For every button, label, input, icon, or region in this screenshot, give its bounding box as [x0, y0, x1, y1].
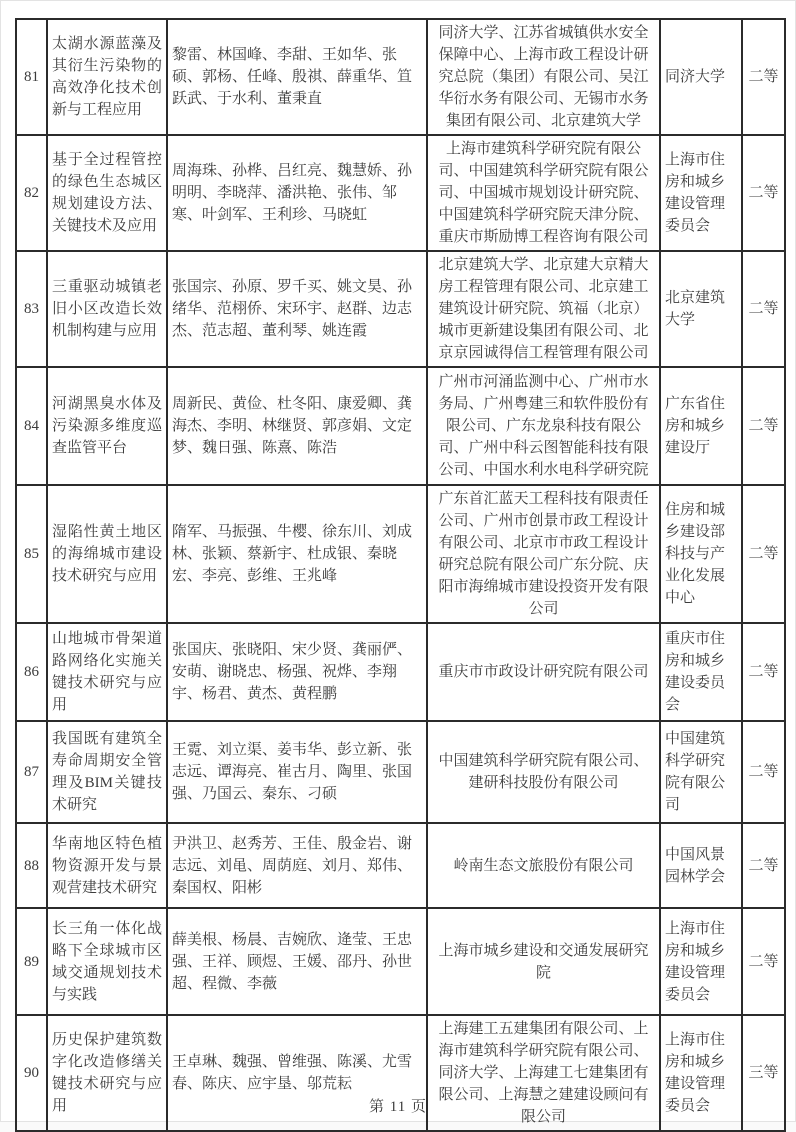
awards-table-body: [16, 19, 785, 1131]
nominator-cell: 上海市住房和城乡建设管理委员会: [660, 908, 742, 1015]
winners-cell: 周新民、黄俭、杜冬阳、康爱卿、龚海杰、李明、林继贤、郭彦娟、文定梦、魏日强、陈熹、陈浩: [167, 367, 427, 485]
winners-cell: 张国宗、孙原、罗千买、姚文昊、孙绪华、范栩侨、宋环宇、赵群、边志杰、范志超、董利琴、姚连霞: [167, 251, 427, 367]
table-row: [16, 367, 785, 485]
nominator-cell: 住房和城乡建设部科技与产业化发展中心: [660, 485, 742, 623]
award-grade-cell: 二等: [742, 19, 785, 135]
project-name-cell: 历史保护建筑数字化改造修缮关键技术研究与应用: [47, 1015, 167, 1131]
organizations-cell: 上海市建筑科学研究院有限公司、中国建筑科学研究院有限公司、中国城市规划设计研究院、中国建筑科学研究院天津分院、重庆市斯励博工程咨询有限公司: [427, 135, 660, 251]
rank-cell: 85: [16, 485, 47, 623]
table-row: [16, 908, 785, 1015]
organizations-cell: 上海建工五建集团有限公司、上海市建筑科学研究院有限公司、同济大学、上海建工七建集团有限公司、上海慧之建建设顾问有限公司: [427, 1015, 660, 1131]
table-row: [16, 721, 785, 823]
winners-cell: 王卓琳、魏强、曾维强、陈溪、尤雪春、陈庆、应宇垦、邬荒耘: [167, 1015, 427, 1131]
project-name-cell: 河湖黑臭水体及污染源多维度巡查监管平台: [47, 367, 167, 485]
winners-cell: 王霓、刘立渠、姜韦华、彭立新、张志远、谭海亮、崔古月、陶里、张国强、乃国云、秦东、刁硕: [167, 721, 427, 823]
organizations-cell: 重庆市市政设计研究院有限公司: [427, 623, 660, 721]
project-name-cell: 太湖水源蓝藻及其衍生污染物的高效净化技术创新与工程应用: [47, 19, 167, 135]
rank-cell: 84: [16, 367, 47, 485]
table-row: [16, 623, 785, 721]
rank-cell: 86: [16, 623, 47, 721]
winners-cell: 尹洪卫、赵秀芳、王佳、殷金岩、谢志远、刘黾、周荫庭、刘月、郑伟、秦国权、阳彬: [167, 823, 427, 908]
rank-cell: 88: [16, 823, 47, 908]
project-name-cell: 长三角一体化战略下全球城市区域交通规划技术与实践: [47, 908, 167, 1015]
project-name-cell: 华南地区特色植物资源开发与景观营建技术研究: [47, 823, 167, 908]
award-grade-cell: 二等: [742, 485, 785, 623]
organizations-cell: 上海市城乡建设和交通发展研究院: [427, 908, 660, 1015]
rank-cell: 90: [16, 1015, 47, 1131]
award-grade-cell: 三等: [742, 1015, 785, 1131]
organizations-cell: 北京建筑大学、北京建大京精大房工程管理有限公司、北京建工建筑设计研究院、筑福（北京）城市更新建设集团有限公司、北京京园诚得信工程管理有限公司: [427, 251, 660, 367]
page-number: 第 11 页: [369, 1099, 427, 1115]
nominator-cell: 上海市住房和城乡建设管理委员会: [660, 1015, 742, 1131]
award-grade-cell: 二等: [742, 823, 785, 908]
organizations-cell: 同济大学、江苏省城镇供水安全保障中心、上海市政工程设计研究总院（集团）有限公司、吴江华衍水务有限公司、无锡市水务集团有限公司、北京建筑大学: [427, 19, 660, 135]
project-name-cell: 我国既有建筑全寿命周期安全管理及BIM关键技术研究: [47, 721, 167, 823]
rank-cell: 87: [16, 721, 47, 823]
award-grade-cell: 二等: [742, 367, 785, 485]
winners-cell: 隋军、马振强、牛樱、徐东川、刘成林、张颖、蔡新宇、杜成银、秦晓宏、李亮、彭维、王兆峰: [167, 485, 427, 623]
rank-cell: 89: [16, 908, 47, 1015]
project-name-cell: 湿陷性黄土地区的海绵城市建设技术研究与应用: [47, 485, 167, 623]
rank-cell: 83: [16, 251, 47, 367]
nominator-cell: 重庆市住房和城乡建设委员会: [660, 623, 742, 721]
nominator-cell: 广东省住房和城乡建设厅: [660, 367, 742, 485]
organizations-cell: 广东首汇蓝天工程科技有限责任公司、广州市创景市政工程设计有限公司、北京市市政工程设计研究总院有限公司广东分院、庆阳市海绵城市建设投资开发有限公司: [427, 485, 660, 623]
nominator-cell: 中国建筑科学研究院有限公司: [660, 721, 742, 823]
winners-cell: 周海珠、孙桦、吕红亮、魏慧娇、孙明明、李晓萍、潘洪艳、张伟、邹寒、叶剑军、王利珍、马晓虹: [167, 135, 427, 251]
winners-cell: 薛美根、杨晨、吉婉欣、逄莹、王忠强、王祥、顾煜、王媛、邵丹、孙世超、程微、李薇: [167, 908, 427, 1015]
organizations-cell: 岭南生态文旅股份有限公司: [427, 823, 660, 908]
award-grade-cell: 二等: [742, 908, 785, 1015]
project-name-cell: 基于全过程管控的绿色生态城区规划建设方法、关键技术及应用: [47, 135, 167, 251]
winners-cell: 张国庆、张晓阳、宋少贤、龚丽俨、安萌、谢晓忠、杨强、祝烨、李翔宇、杨君、黄杰、黄程鹏: [167, 623, 427, 721]
table-row: [16, 823, 785, 908]
table-row: [16, 19, 785, 135]
award-grade-cell: 二等: [742, 721, 785, 823]
awards-table: [15, 18, 786, 1132]
winners-cell: 黎雷、林国峰、李甜、王如华、张硕、郭杨、任峰、殷祺、薛重华、笪跃武、于水利、董秉直: [167, 19, 427, 135]
table-row: [16, 485, 785, 623]
award-grade-cell: 二等: [742, 251, 785, 367]
project-name-cell: 三重驱动城镇老旧小区改造长效机制构建与应用: [47, 251, 167, 367]
rank-cell: 82: [16, 135, 47, 251]
nominator-cell: 北京建筑大学: [660, 251, 742, 367]
organizations-cell: 中国建筑科学研究院有限公司、建研科技股份有限公司: [427, 721, 660, 823]
award-grade-cell: 二等: [742, 623, 785, 721]
nominator-cell: 中国风景园林学会: [660, 823, 742, 908]
nominator-cell: 上海市住房和城乡建设管理委员会: [660, 135, 742, 251]
nominator-cell: 同济大学: [660, 19, 742, 135]
organizations-cell: 广州市河涌监测中心、广州市水务局、广州粤建三和软件股份有限公司、广东龙泉科技有限公司、广州中科云图智能科技有限公司、中国水利水电科学研究院: [427, 367, 660, 485]
table-row: [16, 135, 785, 251]
award-grade-cell: 二等: [742, 135, 785, 251]
project-name-cell: 山地城市骨架道路网络化实施关键技术研究与应用: [47, 623, 167, 721]
rank-cell: 81: [16, 19, 47, 135]
table-row: [16, 251, 785, 367]
